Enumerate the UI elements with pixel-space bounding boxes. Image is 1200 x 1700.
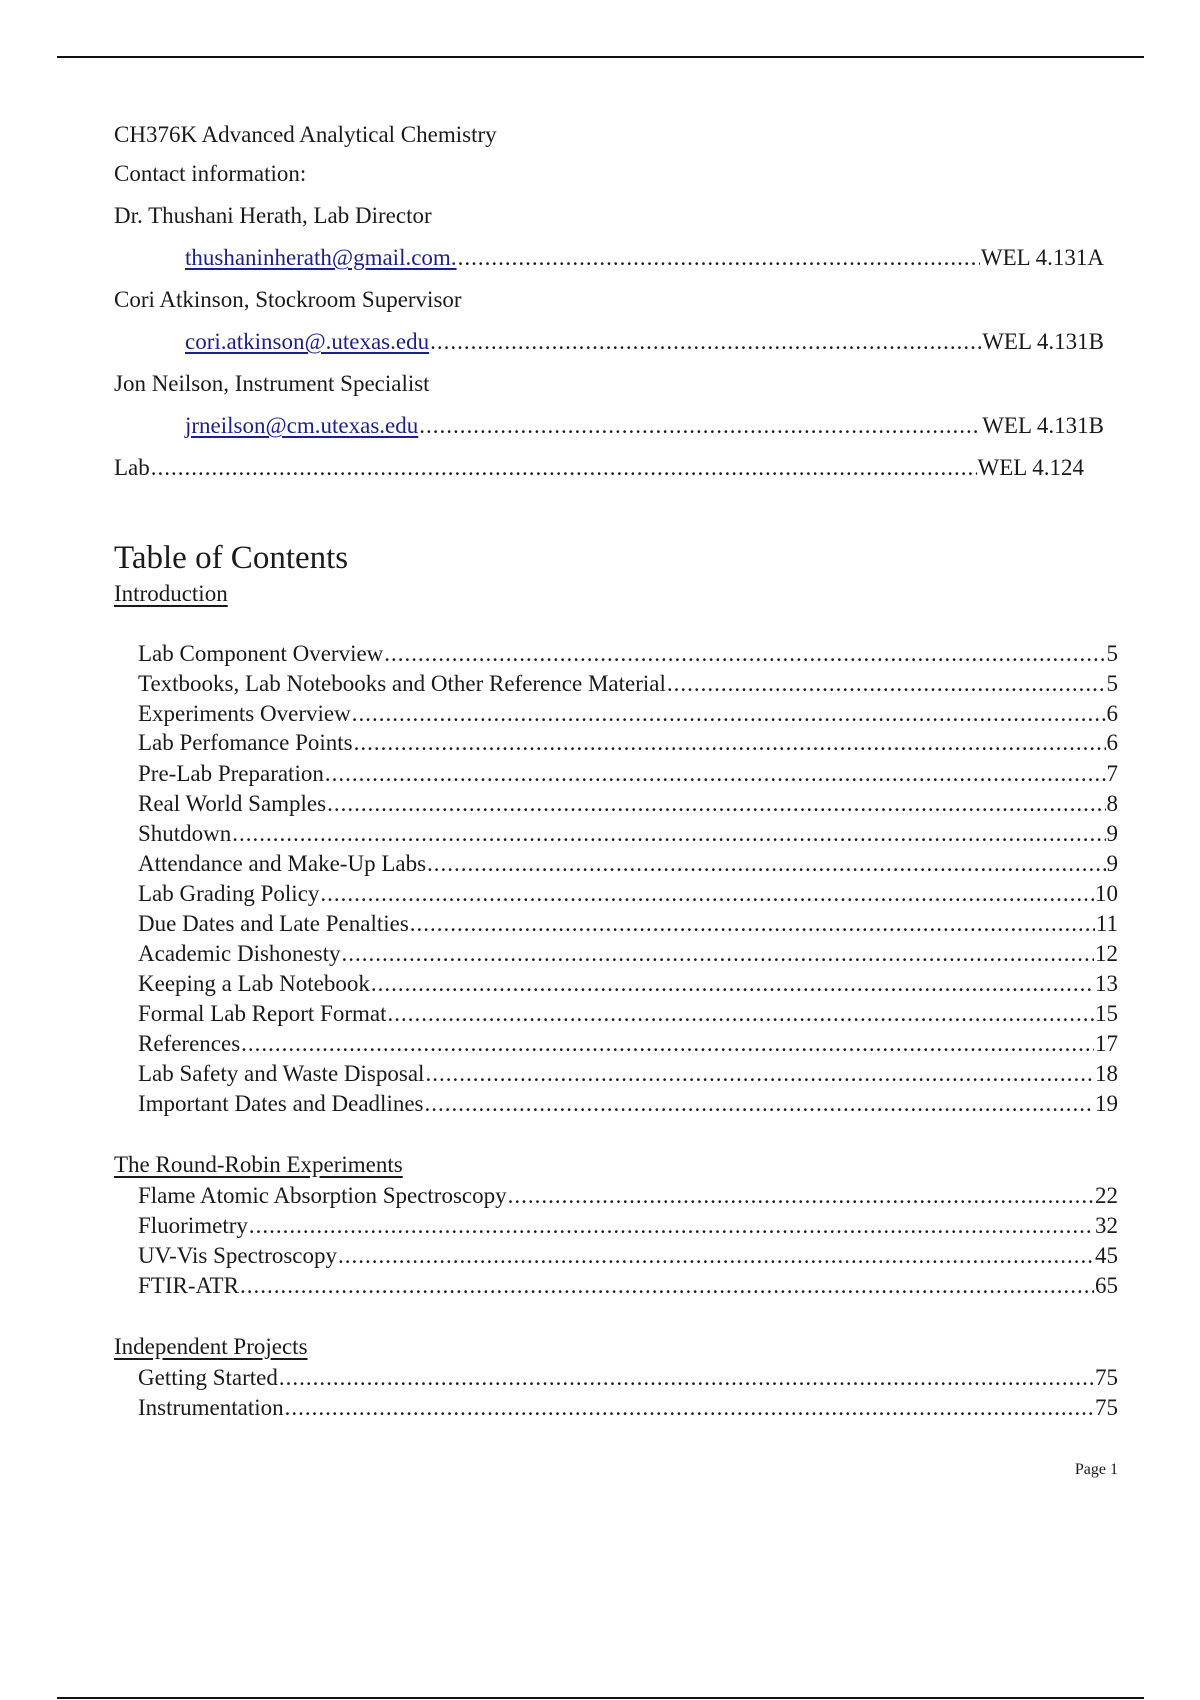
dot-leader bbox=[430, 328, 981, 356]
contact-email-row bbox=[185, 412, 1104, 440]
toc-entry-page: 12 bbox=[1095, 941, 1118, 966]
toc-entry[interactable] bbox=[138, 1212, 1118, 1240]
toc-entry-page: 5 bbox=[1106, 671, 1118, 696]
dot-leader bbox=[341, 940, 1094, 968]
contact-name: Cori Atkinson, Stockroom Supervisor bbox=[114, 287, 462, 312]
toc-entry-page: 32 bbox=[1095, 1213, 1118, 1238]
toc-entry-page: 75 bbox=[1095, 1395, 1118, 1420]
room-number: WEL 4.131B bbox=[982, 329, 1104, 354]
toc-entry[interactable] bbox=[138, 820, 1118, 848]
toc-entry-page: 65 bbox=[1095, 1273, 1118, 1298]
dot-leader bbox=[371, 970, 1094, 998]
toc-entry[interactable] bbox=[138, 1182, 1118, 1210]
toc-entry-page: 18 bbox=[1095, 1061, 1118, 1086]
dot-leader bbox=[508, 1182, 1094, 1210]
toc-entry-title: Academic Dishonesty bbox=[138, 941, 341, 966]
dot-leader bbox=[354, 729, 1106, 757]
toc-entry[interactable] bbox=[138, 1060, 1118, 1088]
contact-name: Dr. Thushani Herath, Lab Director bbox=[114, 203, 432, 228]
toc-entry[interactable] bbox=[138, 1090, 1118, 1118]
dot-leader bbox=[425, 1060, 1094, 1088]
email-link[interactable]: jrneilson@cm.utexas.edu bbox=[185, 413, 419, 438]
toc-entry[interactable] bbox=[138, 880, 1118, 908]
toc-entry[interactable] bbox=[138, 1000, 1118, 1028]
toc-entry[interactable] bbox=[138, 1364, 1118, 1392]
toc-entry[interactable] bbox=[138, 940, 1118, 968]
toc-entry[interactable] bbox=[138, 1272, 1118, 1300]
dot-leader bbox=[410, 910, 1095, 938]
dot-leader bbox=[458, 244, 980, 272]
dot-leader bbox=[249, 1212, 1094, 1240]
toc-entry-page: 9 bbox=[1106, 821, 1118, 846]
course-title: CH376K Advanced Analytical Chemistry bbox=[114, 122, 497, 147]
toc-entry-title: Formal Lab Report Format bbox=[138, 1001, 387, 1026]
room-number: WEL 4.124 bbox=[977, 455, 1084, 480]
dot-leader bbox=[320, 880, 1094, 908]
toc-entry[interactable] bbox=[138, 640, 1118, 668]
email-link[interactable]: cori.atkinson@.utexas.edu bbox=[185, 329, 430, 354]
toc-entry-page: 10 bbox=[1095, 881, 1118, 906]
contact-name: Jon Neilson, Instrument Specialist bbox=[114, 371, 430, 396]
lab-row bbox=[114, 454, 1084, 482]
toc-entry-title: Attendance and Make-Up Labs bbox=[138, 851, 427, 876]
dot-leader bbox=[285, 1394, 1094, 1422]
toc-entry-title: Textbooks, Lab Notebooks and Other Reference Material bbox=[138, 671, 666, 696]
toc-entry-page: 8 bbox=[1106, 791, 1118, 816]
toc-entry[interactable] bbox=[138, 1394, 1118, 1422]
toc-entry-title: Lab Safety and Waste Disposal bbox=[138, 1061, 425, 1086]
toc-entry-page: 22 bbox=[1095, 1183, 1118, 1208]
room-number: WEL 4.131A bbox=[980, 245, 1104, 270]
toc-entry-page: 19 bbox=[1095, 1091, 1118, 1116]
toc-entry-title: Getting Started bbox=[138, 1365, 278, 1390]
toc-entry[interactable] bbox=[138, 1030, 1118, 1058]
contact-email-row bbox=[185, 328, 1104, 356]
toc-entry-page: 6 bbox=[1106, 701, 1118, 726]
dot-leader bbox=[327, 790, 1105, 818]
toc-entry-page: 45 bbox=[1095, 1243, 1118, 1268]
dot-leader bbox=[279, 1364, 1094, 1392]
page-number: Page 1 bbox=[1074, 1461, 1118, 1478]
contact-email-row bbox=[185, 244, 1104, 272]
dot-leader bbox=[338, 1242, 1094, 1270]
toc-entry-page: 13 bbox=[1095, 971, 1118, 996]
toc-entry[interactable] bbox=[138, 760, 1118, 788]
toc-entry-title: Experiments Overview bbox=[138, 701, 351, 726]
dot-leader bbox=[667, 670, 1106, 698]
toc-entry[interactable] bbox=[138, 970, 1118, 998]
top-rule bbox=[57, 56, 1144, 58]
bottom-rule bbox=[57, 1697, 1144, 1699]
dot-leader bbox=[384, 640, 1105, 668]
toc-entry-title: Instrumentation bbox=[138, 1395, 284, 1420]
toc-section-heading[interactable]: The Round-Robin Experiments bbox=[114, 1152, 403, 1177]
toc-entry-title: Due Dates and Late Penalties bbox=[138, 911, 409, 936]
toc-entry-page: 11 bbox=[1095, 911, 1118, 936]
toc-entry-title: Real World Samples bbox=[138, 791, 327, 816]
dot-leader bbox=[419, 412, 981, 440]
lab-label: Lab bbox=[114, 455, 150, 480]
toc-entry-title: Shutdown bbox=[138, 821, 232, 846]
toc-entry-title: Important Dates and Deadlines bbox=[138, 1091, 424, 1116]
toc-entry-title: Fluorimetry bbox=[138, 1213, 248, 1238]
toc-section-heading[interactable]: Independent Projects bbox=[114, 1334, 308, 1359]
toc-entry-page: 6 bbox=[1106, 730, 1118, 755]
contact-heading: Contact information: bbox=[114, 161, 307, 186]
toc-entry[interactable] bbox=[138, 729, 1118, 757]
dot-leader bbox=[240, 1272, 1094, 1300]
dot-leader bbox=[232, 820, 1105, 848]
toc-entry-title: Lab Component Overview bbox=[138, 641, 384, 666]
toc-entry-page: 75 bbox=[1095, 1365, 1118, 1390]
toc-entry-title: Pre-Lab Preparation bbox=[138, 761, 324, 786]
toc-entry-title: FTIR-ATR bbox=[138, 1273, 239, 1298]
toc-entry-page: 15 bbox=[1095, 1001, 1118, 1026]
toc-entry[interactable] bbox=[138, 790, 1118, 818]
room-number: WEL 4.131B bbox=[982, 413, 1104, 438]
dot-leader bbox=[325, 760, 1106, 788]
dot-leader bbox=[241, 1030, 1094, 1058]
dot-leader bbox=[151, 454, 977, 482]
dot-leader bbox=[427, 850, 1105, 878]
toc-entry-page: 7 bbox=[1106, 761, 1118, 786]
toc-entry-page: 5 bbox=[1106, 641, 1118, 666]
toc-entry[interactable] bbox=[138, 670, 1118, 698]
toc-entry[interactable] bbox=[138, 1242, 1118, 1270]
toc-entry-page: 9 bbox=[1106, 851, 1118, 876]
toc-entry-title: UV-Vis Spectroscopy bbox=[138, 1243, 338, 1268]
dot-leader bbox=[352, 700, 1106, 728]
toc-section-heading[interactable]: Introduction bbox=[114, 581, 228, 606]
toc-entry-title: References bbox=[138, 1031, 241, 1056]
toc-entry[interactable] bbox=[138, 910, 1118, 938]
toc-entry-page: 17 bbox=[1095, 1031, 1118, 1056]
dot-leader bbox=[425, 1090, 1095, 1118]
dot-leader bbox=[388, 1000, 1095, 1028]
toc-entry-title: Lab Perfomance Points bbox=[138, 730, 353, 755]
toc-title: Table of Contents bbox=[114, 540, 349, 576]
toc-entry-title: Flame Atomic Absorption Spectroscopy bbox=[138, 1183, 507, 1208]
email-link[interactable]: thushaninherath@gmail.com. bbox=[185, 245, 457, 270]
toc-entry-title: Keeping a Lab Notebook bbox=[138, 971, 370, 996]
toc-entry[interactable] bbox=[138, 850, 1118, 878]
toc-entry[interactable] bbox=[138, 700, 1118, 728]
toc-entry-title: Lab Grading Policy bbox=[138, 881, 320, 906]
